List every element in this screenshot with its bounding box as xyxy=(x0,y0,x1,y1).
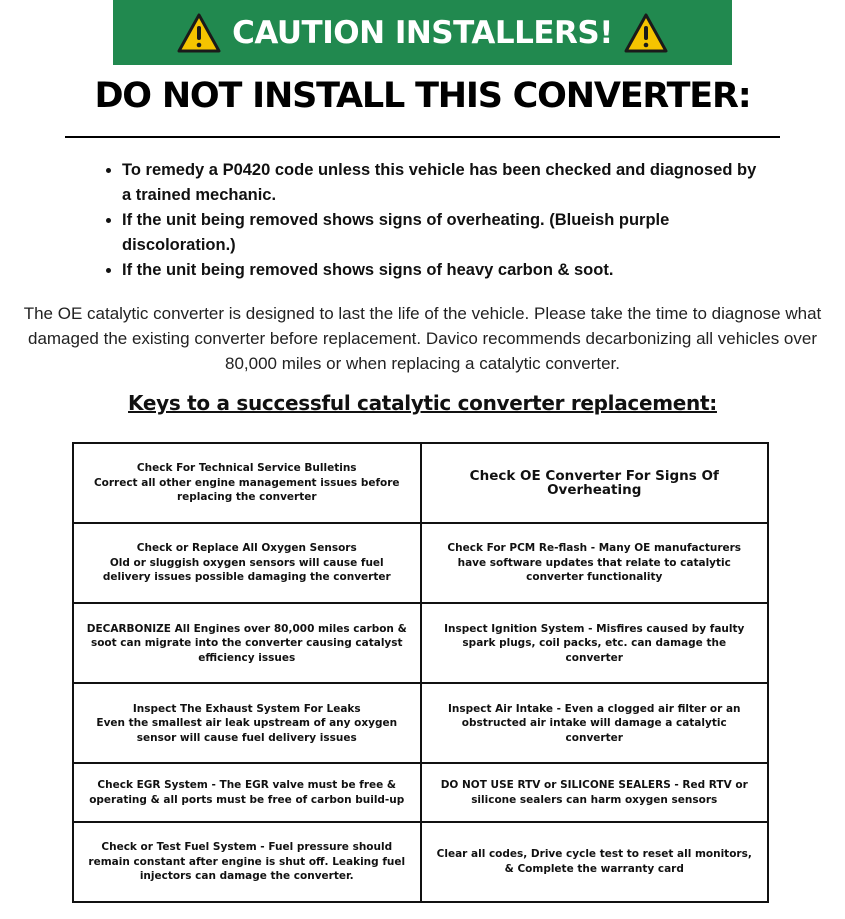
warning-triangle-icon xyxy=(623,12,669,54)
info-paragraph: The OE catalytic converter is designed to last the life of the vehicle. Please take the time to diagnose what damaged the existing converter before replacement. Davico recommends decarbonizing all vehicles over 80,000 miles or when replacing a catalytic converter. xyxy=(23,304,822,373)
page-heading: DO NOT INSTALL THIS CONVERTER: xyxy=(94,76,751,116)
list-item: • To remedy a P0420 code unless this vehicle has been checked and diagnosed by a trained mechanic. xyxy=(122,158,762,208)
table-cell: Check or Replace All Oxygen Sensors Old or sluggish oxygen sensors will cause fuel delivery issues possible damaging the converter xyxy=(73,523,421,603)
table-cell: DECARBONIZE All Engines over 80,000 miles carbon & soot can migrate into the converter causing catalyst efficiency issues xyxy=(73,603,421,683)
table-row xyxy=(73,603,768,683)
table-cell: Inspect Air Intake - Even a clogged air filter or an obstructed air intake will damage a catalytic converter xyxy=(421,683,769,763)
table-cell: Check OE Converter For Signs Of Overheating xyxy=(421,443,769,523)
table-cell: DO NOT USE RTV or SILICONE SEALERS - Red RTV or silicone sealers can harm oxygen sensors xyxy=(421,763,769,821)
banner-title: CAUTION INSTALLERS! xyxy=(232,14,613,51)
table-row xyxy=(73,443,768,523)
table-cell: Inspect The Exhaust System For Leaks Even the smallest air leak upstream of any oxygen sensor will cause fuel delivery issues xyxy=(73,683,421,763)
table-row xyxy=(73,822,768,902)
list-item: • If the unit being removed shows signs of heavy carbon & soot. xyxy=(122,258,762,283)
table-row xyxy=(73,523,768,603)
warning-list xyxy=(104,158,762,283)
warning-triangle-icon xyxy=(176,12,222,54)
caution-banner xyxy=(113,0,732,65)
table-row xyxy=(73,763,768,821)
divider xyxy=(65,136,780,138)
table-row xyxy=(73,683,768,763)
list-item: • If the unit being removed shows signs of overheating. (Blueish purple discoloration.) xyxy=(122,208,762,258)
keys-table xyxy=(72,442,769,903)
table-cell: Check For Technical Service Bulletins Correct all other engine management issues before replacing the converter xyxy=(73,443,421,523)
table-cell: Check EGR System - The EGR valve must be free & operating & all ports must be free of carbon build-up xyxy=(73,763,421,821)
section-heading: Keys to a successful catalytic converter replacement: xyxy=(128,391,717,415)
table-cell: Inspect Ignition System - Misfires caused by faulty spark plugs, coil packs, etc. can damage the converter xyxy=(421,603,769,683)
table-cell: Check For PCM Re-flash - Many OE manufacturers have software updates that relate to catalytic converter functionality xyxy=(421,523,769,603)
table-cell: Check or Test Fuel System - Fuel pressure should remain constant after engine is shut off. Leaking fuel injectors can damage the converter. xyxy=(73,822,421,902)
table-cell: Clear all codes, Drive cycle test to reset all monitors, & Complete the warranty card xyxy=(421,822,769,902)
